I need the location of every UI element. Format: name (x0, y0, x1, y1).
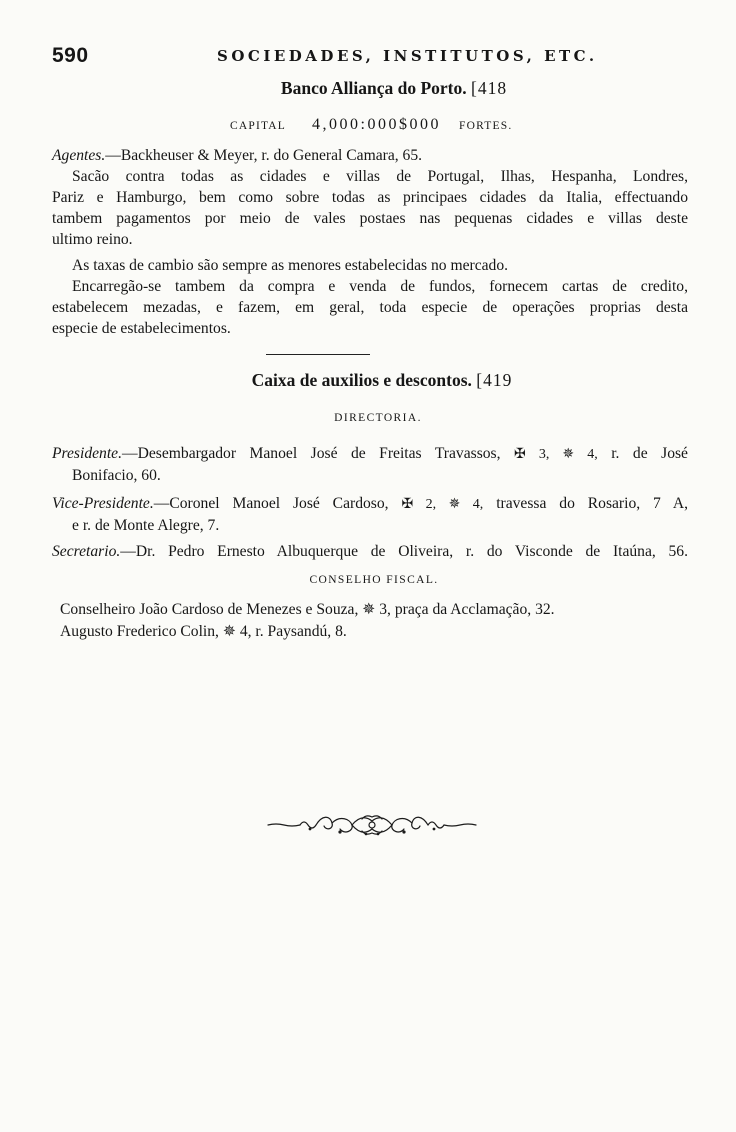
conselho-fiscal-heading: CONSELHO FISCAL. (309, 574, 439, 586)
vice-presidente-address: travessa do Rosario, 7 A, (496, 495, 688, 512)
page-header (52, 44, 692, 74)
vice-presidente-role: Vice-Presidente. (52, 495, 154, 512)
capital-line (230, 116, 512, 134)
conselho-member-line: Augusto Frederico Colin, ✵ 4, r. Paysandú, 8. (60, 623, 347, 640)
vice-presidente-text: —Coronel Manoel José Cardoso, (153, 495, 389, 512)
paragraph-line: Pariz e Hamburgo, bem como sobre todas as principaes cidades da Italia, effectuando (52, 189, 688, 206)
secretario-role: Secretario. (52, 543, 121, 560)
paragraph-line: Encarregão-se tambem da compra e venda de fundos, fornecem cartas de credito, (72, 278, 688, 295)
presidente-text: —Desembargador Manoel José de Freitas Travassos, (122, 445, 501, 462)
presidente-address: r. de José (611, 445, 688, 462)
section-number: [418 (471, 78, 508, 98)
section-number: [419 (476, 370, 513, 390)
order-insignia-icon: ✠ 3, ✵ 4, (514, 447, 598, 462)
paragraph-line: especie de estabelecimentos. (52, 320, 231, 337)
section-title-text: Banco Alliança do Porto. (280, 78, 467, 98)
capital-unit: FORTES. (459, 120, 513, 132)
paragraph-line: tambem pagamentos por meio de vales postaes nas pequenas cidades e villas deste (52, 210, 688, 227)
presidente-continuation: Bonifacio, 60. (72, 467, 161, 484)
section-title-text: Caixa de auxilios e descontos. (251, 370, 472, 390)
agentes-role: Agentes. (52, 147, 106, 164)
presidente-role: Presidente. (52, 445, 123, 462)
paragraph-line: ultimo reino. (52, 231, 133, 248)
decorative-flourish-icon (266, 810, 478, 840)
page-number: 590 (52, 44, 89, 67)
agentes-line (52, 146, 422, 166)
secretario-text: —Dr. Pedro Ernesto Albuquerque de Oliveira, r. do Visconde de Itaúna, 56. (120, 543, 688, 560)
conselho-member-line: Conselheiro João Cardoso de Menezes e Souza, ✵ 3, praça da Acclamação, 32. (60, 601, 555, 618)
capital-value: 4,000:000$000 (312, 116, 441, 133)
paragraph-line: Sacão contra todas as cidades e villas de Portugal, Ilhas, Hespanha, Londres, (72, 168, 688, 185)
order-insignia-icon: ✠ 2, ✵ 4, (401, 497, 484, 512)
vice-presidente-line (52, 494, 688, 515)
paragraph-line: As taxas de cambio são sempre as menores estabelecidas no mercado. (72, 257, 509, 274)
section-title-caixa (64, 370, 700, 391)
section-divider (266, 354, 370, 355)
directoria-heading: DIRECTORIA. (334, 412, 422, 424)
capital-label: CAPITAL (230, 120, 287, 132)
section-title-banco (76, 78, 712, 99)
agentes-text: —Backheuser & Meyer, r. do General Camara, 65. (105, 147, 423, 164)
presidente-line (52, 444, 688, 465)
running-title: SOCIEDADES, INSTITUTOS, ETC. (217, 47, 598, 65)
secretario-line (52, 542, 688, 562)
vice-presidente-continuation: e r. de Monte Alegre, 7. (72, 517, 220, 534)
paragraph-line: estabelecem mezadas, e fazem, em geral, toda especie de operações proprias desta (52, 299, 688, 316)
